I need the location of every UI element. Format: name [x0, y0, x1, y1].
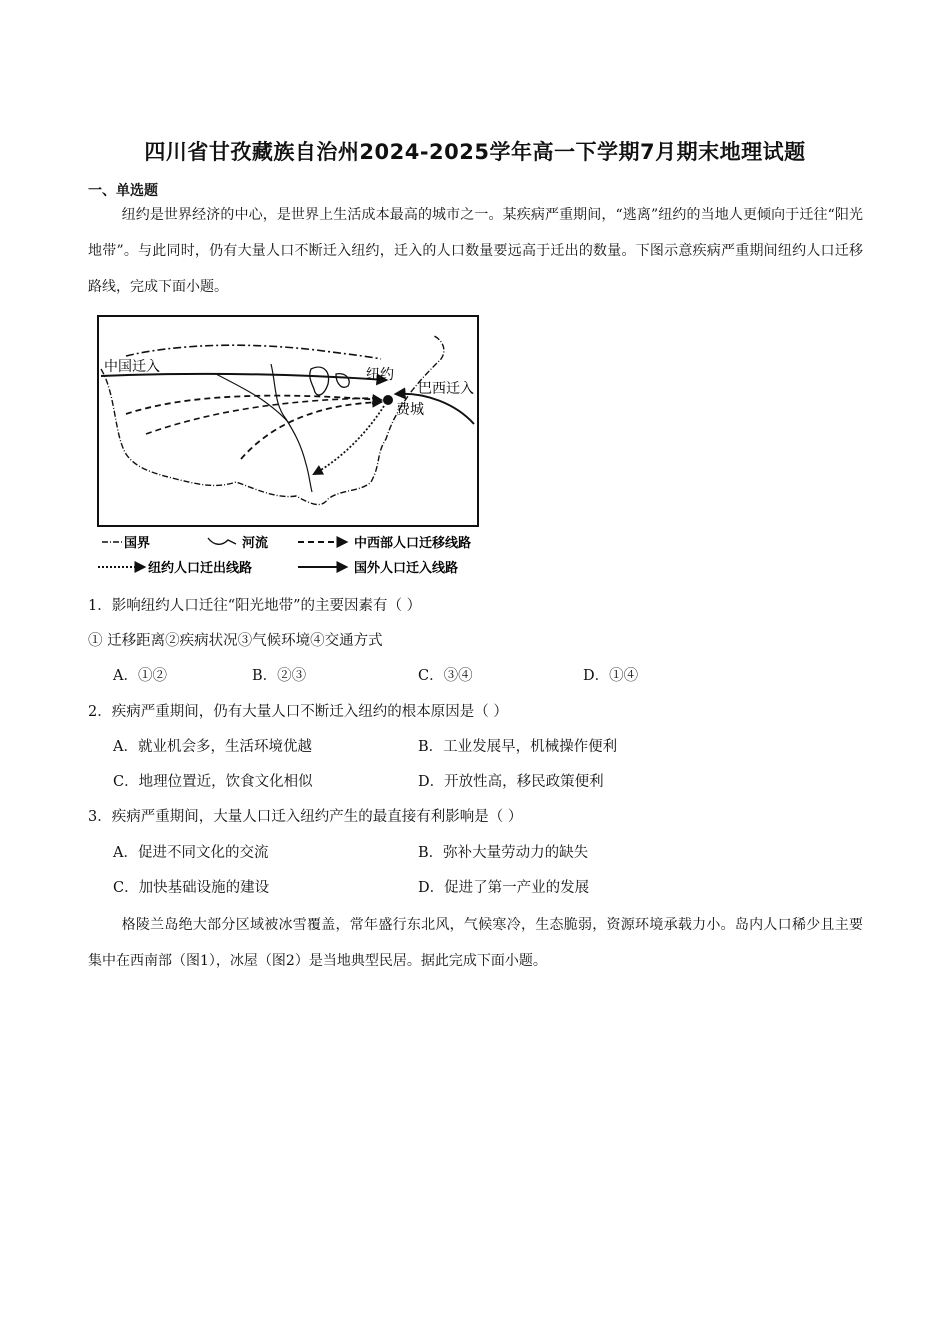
legend-midwest-label: 中西部人口迁移线路 [354, 536, 472, 551]
map-label-china: 中国迁入 [104, 359, 160, 375]
legend-river-label: 河流 [242, 536, 269, 551]
q2-option-d[interactable]: D．开放性高，移民政策便利 [418, 774, 604, 790]
question-1-stem: 1．影响纽约人口迁往“阳光地带”的主要因素有（ ） [88, 598, 422, 614]
map-label-newyork: 纽约 [366, 367, 394, 383]
newyork-dot [383, 395, 393, 405]
q3-option-c[interactable]: C．加快基础设施的建设 [113, 880, 270, 896]
q3-option-b[interactable]: B．弥补大量劳动力的缺失 [418, 845, 589, 861]
question-2-stem: 2．疾病严重期间，仍有大量人口不断迁入纽约的根本原因是（ ） [88, 704, 508, 720]
question-3-stem: 3．疾病严重期间，大量人口迁入纽约产生的最直接有利影响是（ ） [88, 809, 523, 825]
question-1-extra: ① 迁移距离②疾病状况③气候环境④交通方式 [88, 633, 383, 649]
map-label-brazil: 巴西迁入 [418, 381, 474, 397]
legend-border-label: 国界 [124, 536, 151, 551]
map-label-philly: 费城 [396, 402, 424, 418]
page-title: 四川省甘孜藏族自治州2024-2025学年高一下学期7月期末地理试题 [144, 140, 806, 164]
q1-option-c[interactable]: C．③④ [418, 668, 473, 684]
legend-outflow-label: 纽约人口迁出线路 [148, 561, 253, 576]
legend-river-icon [208, 538, 236, 544]
q1-option-d[interactable]: D．①④ [583, 668, 639, 684]
passage-newyork: 纽约是世界经济的中心，是世界上生活成本最高的城市之一。某疾病严重期间，“逃离”纽约的当地人更倾向于迁往“阳光地带”。与此同时，仍有大量人口不断迁入纽约，迁入的人口数量要远高于迁出的数量。下图示意疾病严重期间纽约人口迁移路线，完成下面小题。 [88, 207, 863, 295]
q1-option-a[interactable]: A．①② [113, 668, 167, 684]
section-heading: 一、单选题 [88, 183, 158, 199]
q2-option-c[interactable]: C．地理位置近，饮食文化相似 [113, 774, 313, 790]
q2-option-b[interactable]: B．工业发展早，机械操作便利 [418, 739, 618, 755]
q3-option-d[interactable]: D．促进了第一产业的发展 [418, 880, 590, 896]
q3-option-a[interactable]: A．促进不同文化的交流 [113, 845, 269, 861]
q2-option-a[interactable]: A．就业机会多，生活环境优越 [113, 739, 312, 755]
migration-map [96, 314, 516, 584]
legend-foreign-label: 国外人口迁入线路 [354, 561, 459, 576]
q1-option-b[interactable]: B．②③ [252, 668, 307, 684]
passage-greenland: 格陵兰岛绝大部分区域被冰雪覆盖，常年盛行东北风，气候寒冷，生态脆弱，资源环境承载力小。岛内人口稀少且主要集中在西南部（图1），冰屋（图2）是当地典型民居。据此完成下面小题。 [88, 917, 863, 969]
